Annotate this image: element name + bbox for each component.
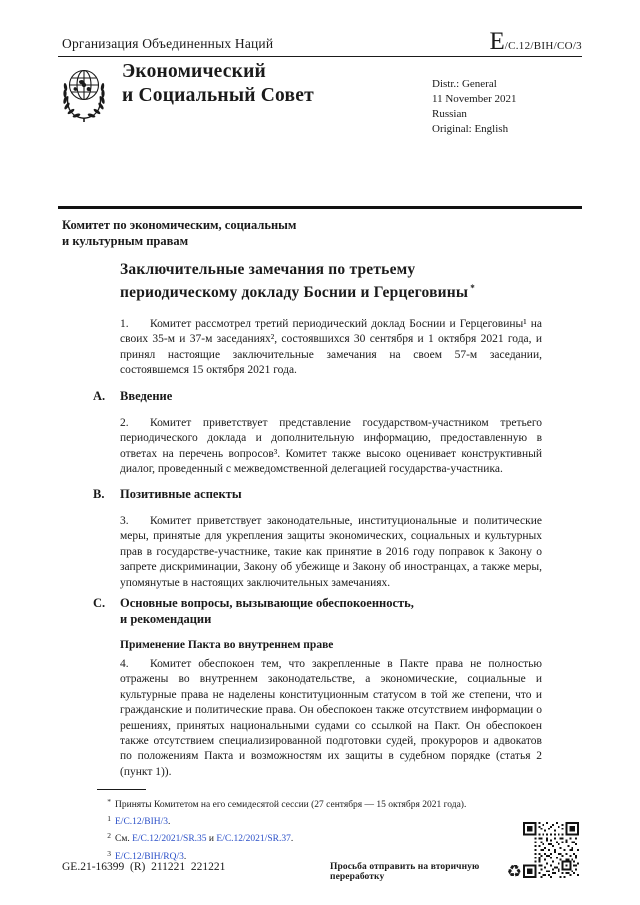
- section-b-heading: [93, 487, 242, 503]
- document-title-line2: периодическому докладу Боснии и Герцеговины *: [120, 283, 475, 301]
- footnote-3-period: .: [183, 851, 187, 862]
- footnote-separator: [97, 789, 146, 790]
- section-a-heading: [93, 389, 172, 405]
- footnote-2-link1[interactable]: E/C.12/2021/SR.35: [132, 834, 207, 845]
- paragraph-2-text: Комитет приветствует представление государством-участником третьего периодического доклада и дополнительную информацию, предоставленную в ответах на перечень вопросов³. Комитет также высоко оценивает конструктивный диалог, проведенный с межведомственной делегацией государства-участника.: [120, 417, 542, 476]
- footnote-2-link2[interactable]: E/C.12/2021/SR.37: [216, 834, 291, 845]
- council-title-line1: Экономический: [122, 61, 266, 82]
- paragraph-3: [120, 514, 542, 591]
- section-c-letter: C.: [93, 596, 106, 610]
- header-divider-rule: [58, 206, 582, 209]
- document-symbol-series: E: [489, 28, 505, 55]
- document-symbol-number: /C.12/BIH/CO/3: [504, 40, 582, 52]
- recycle-text: Просьба отправить на вторичную переработку: [330, 862, 480, 882]
- document-title-line1: Заключительные замечания по третьему: [120, 261, 416, 278]
- paragraph-2-number: 2.: [120, 417, 129, 429]
- footnote-1-marker: 1: [107, 814, 111, 824]
- title-footnote-marker: *: [470, 283, 475, 293]
- paragraph-1: [120, 317, 542, 379]
- footnote-1-link[interactable]: E/C.12/BIH/3: [115, 817, 169, 828]
- paragraph-1-number: 1.: [120, 318, 129, 330]
- footnote-2-marker: 2: [107, 831, 111, 841]
- footnote-2-period: .: [290, 834, 294, 845]
- footnote-2-mid: и: [206, 834, 217, 845]
- footnote-2-prefix: См.: [115, 834, 133, 845]
- footnotes-block: [97, 795, 527, 864]
- document-title: [120, 260, 475, 302]
- section-b-title: Позитивные аспекты: [120, 487, 242, 501]
- distribution-block: [432, 77, 517, 137]
- footnote-star-marker: *: [107, 797, 111, 806]
- un-org-name: Организация Объединенных Наций: [62, 36, 274, 51]
- section-c-title-line1: Основные вопросы, вызывающие обеспокоенность,: [120, 596, 414, 610]
- committee-name: [62, 218, 296, 249]
- paragraph-4-text: Комитет обеспокоен тем, что закрепленные в Пакте права не полностью отражены во внутреннем законодательстве, а экономические, социальные и культурные права не наделены конституционным статусом в той же степени, что и гражданские и политические права. Он обеспокоен также отсутствием информации о решениях, принятых национальными судами со ссылкой на Пакт. Он обеспокоен также отсутствием специализированной подготовки судей, прокуроров и адвокатов по положениям Пакта и возможностям их защиты в судебном порядке (статья 2 (пункт 1)).: [120, 658, 542, 778]
- council-title-line2: и Социальный Совет: [122, 84, 314, 106]
- committee-name-line1: Комитет по экономическим, социальным: [62, 218, 297, 232]
- recycle-notice: [330, 862, 522, 882]
- distr-type: Distr.: General: [432, 78, 497, 90]
- paragraph-4: [120, 657, 542, 780]
- distr-original: Original: English: [432, 123, 509, 135]
- paragraph-3-text: Комитет приветствует законодательные, институциональные и политические меры, принятые для укрепления защиты экономических, социальных и культурных прав в государстве-участнике, такие как принятие в 2016 году поправок к Закону о запрете дискриминации, Закону об убежище и Закону об иностранцах, а также меры, упомянутые в настоящих заключительных замечаниях.: [120, 515, 542, 589]
- document-symbol: [489, 28, 582, 56]
- recycle-icon: ♻: [506, 861, 522, 882]
- committee-name-line2: и культурным правам: [62, 233, 189, 248]
- section-c-heading: [93, 596, 414, 627]
- council-title: [122, 60, 314, 107]
- distr-language: Russian: [432, 108, 467, 120]
- section-c-title-line2: и рекомендации: [120, 611, 212, 626]
- un-emblem-icon: [59, 62, 109, 126]
- paragraph-2: [120, 416, 542, 478]
- distr-date: 11 November 2021: [432, 93, 517, 105]
- footnote-star-text: Приняты Комитетом на его семидесятой сессии (27 сентября — 15 октября 2021 года).: [115, 800, 467, 810]
- footnote-1: [97, 812, 527, 829]
- footnote-1-period: .: [168, 817, 171, 828]
- paragraph-3-number: 3.: [120, 515, 129, 527]
- footnote-3-marker: 3: [107, 848, 111, 858]
- paragraph-4-number: 4.: [120, 658, 129, 670]
- section-b-letter: B.: [93, 487, 105, 501]
- header-rule: [58, 56, 582, 57]
- section-a-letter: A.: [93, 389, 106, 403]
- paragraph-1-text: Комитет рассмотрел третий периодический доклад Боснии и Герцеговины¹ на своих 35-м и 37-м заседаниях², состоявшихся 30 сентября и 1 октября 2021 года, и принял настоящие заключительные замечания на своем 57-м заседании, состоявшемся 15 октября 2021 года.: [120, 318, 542, 377]
- section-a-title: Введение: [120, 389, 173, 403]
- section-c-title: [120, 596, 414, 627]
- subsection-heading: Применение Пакта во внутреннем праве: [120, 639, 334, 651]
- footnote-star: [97, 795, 527, 812]
- footnote-3-link[interactable]: E/C.12/BIH/RQ/3: [115, 851, 184, 862]
- footnote-2: [97, 829, 527, 846]
- ge-document-number: GE.21-16399 (R) 211221 221221: [62, 861, 226, 873]
- qr-code: [523, 822, 579, 878]
